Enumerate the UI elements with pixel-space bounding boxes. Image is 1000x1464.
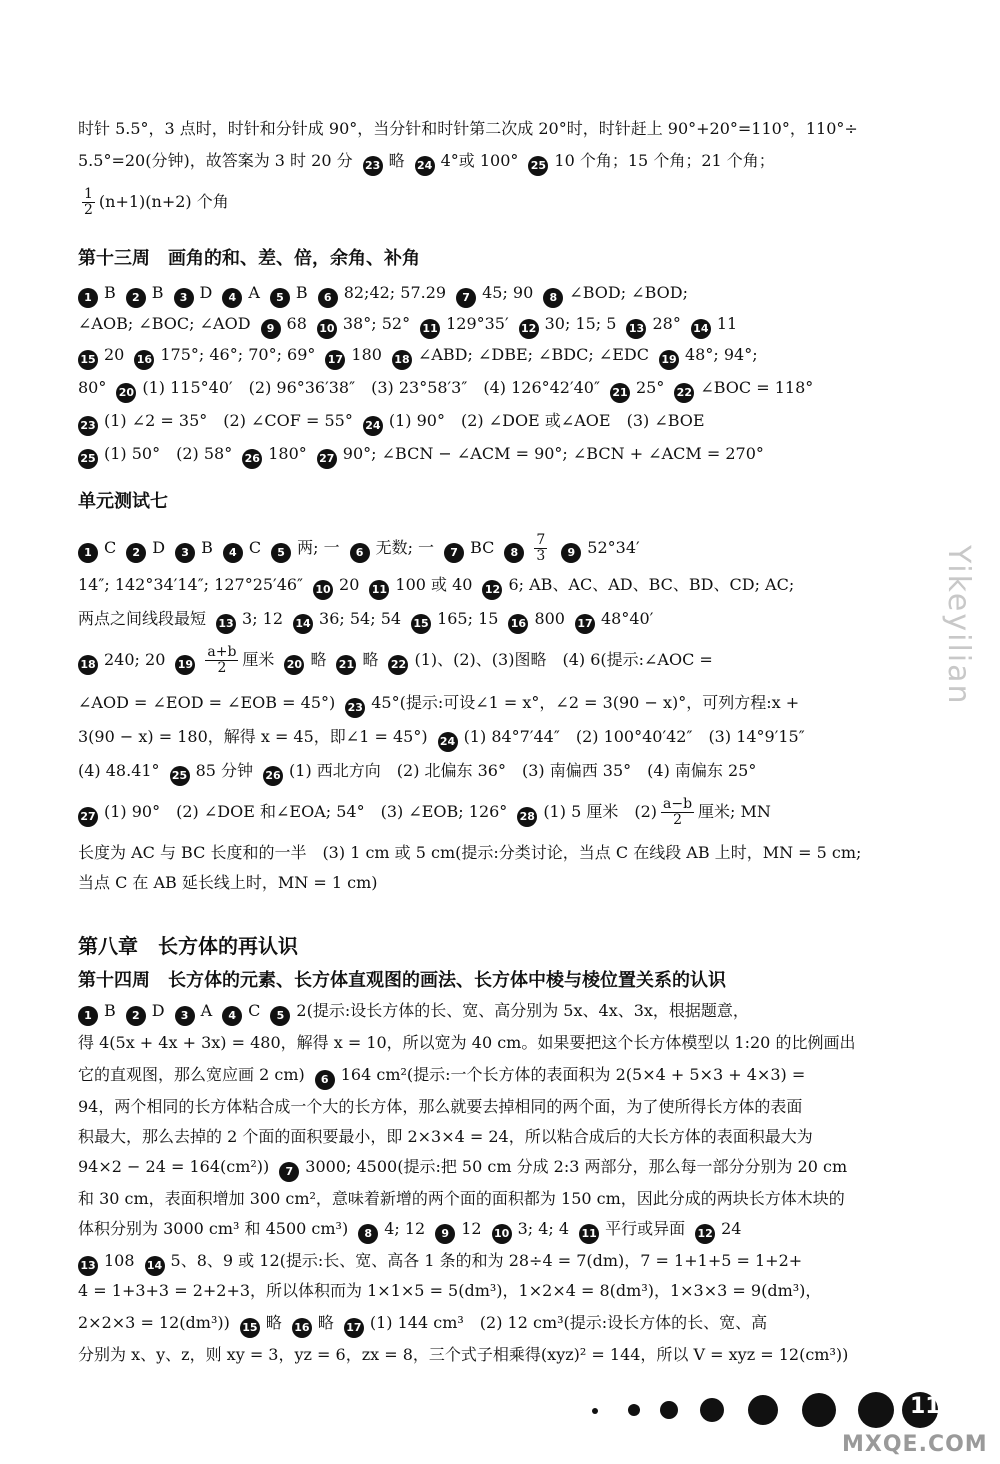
fraction-numerator: a+b [207,644,237,660]
answer-number: 7 [444,543,464,563]
answer-text: 略 [362,650,379,669]
answer-number: 2 [126,288,146,308]
answer-text: ∠BOD; ∠BOD; [569,283,688,302]
answer-text: 24 [721,1219,742,1238]
answer-text: 6; AB、AC、AD、BC、BD、CD; AC; [508,575,795,594]
answer-number: 24 [415,156,435,176]
answer-text: 20 [104,345,125,364]
answer-text: 36; 54; 54 [319,609,402,628]
answer-number: 6 [318,288,338,308]
answer-text: 129°35′ [446,314,509,333]
fraction-denominator: 2 [217,660,227,676]
answer-text: 30; 15; 5 [544,314,617,333]
answer-number: 20 [116,383,136,403]
answer-text: 68 [286,314,307,333]
answer-number: 14 [293,614,313,634]
answer-text: 108 [104,1251,135,1270]
answer-text: 25° [635,378,665,397]
answer-text: 45; 90 [482,283,534,302]
answer-number: 9 [435,1224,455,1244]
answer-number: 19 [659,350,679,370]
answer-text: A [248,283,260,302]
fraction-denominator: 3 [536,548,546,563]
answer-text: 4°或 100° [440,151,519,170]
answer-number: 3 [174,288,194,308]
dot-icon [700,1398,724,1422]
week14-line-8 [78,1218,908,1244]
answer-number: 13 [216,614,236,634]
section-heading-week14: 第十四周 长方体的元素、长方体直观图的画法、长方体中棱与棱位置关系的认识 [78,970,726,991]
answer-text: 175°; 46°; 70°; 69° [160,345,316,364]
answer-text: 3000; 4500(提示:把 50 cm 分成 2:3 两部分，那么每一部分分别为 20 cm [305,1157,848,1176]
answer-text: 94×2 − 24 = 164(cm²)) [78,1157,270,1176]
answer-number: 12 [482,580,502,600]
answer-text: (1)、(2)、(3)图略 (4) 6(提示:∠AOC = [414,650,713,669]
answer-text: 14″; 142°34′14″; 127°25′46″ [78,575,304,594]
answer-text: 165; 15 [437,609,499,628]
answer-number: 28 [517,807,537,827]
fraction [534,533,547,563]
fraction [82,187,95,218]
answer-text: 45°(提示:可设∠1 = x°，∠2 = 3(90 − x)°，可列方程:x + [371,693,800,712]
answer-text: (1) 90° (2) ∠DOE 和∠EOA; 54° (3) ∠EOB; 126° [104,802,508,821]
week14-line-5: 积最大，那么去掉的 2 个面的面积要最小，即 2×3×4 = 24，所以粘合成后的大长方体的表面积最大为 [78,1127,813,1146]
answer-text: 85 分钟 [195,761,254,780]
week14-line-6 [78,1156,908,1182]
answer-number: 11 [579,1224,599,1244]
test7-line-6 [78,726,908,752]
answer-number: 2 [126,543,146,563]
answer-number: 24 [363,416,383,436]
site-watermark: MXQE.COM [842,1432,988,1457]
fraction-denominator: 2 [84,202,93,218]
answer-text: 48°40′ [600,609,654,628]
sidebar-watermark: Yikeyilian [941,545,976,706]
week14-line-1 [78,1000,908,1026]
dot-icon [858,1392,894,1428]
answer-number: 23 [345,698,365,718]
answer-number: 27 [78,807,98,827]
answer-number: 14 [145,1256,165,1276]
dot-icon [628,1404,640,1416]
answer-text: 20 [339,575,360,594]
answer-number: 9 [261,319,281,339]
answer-number: 5 [270,1006,290,1026]
intro-line-1: 时针 5.5°，3 点时，时针和分针成 90°，当分针和时针第二次成 20°时，时针赶上 90°+20°=110°，110°÷ [78,119,858,138]
answer-text: 厘米 [242,650,275,669]
answer-number: 11 [420,319,440,339]
answer-number: 17 [325,350,345,370]
week14-line-4: 94，两个相同的长方体粘合成一个大的长方体，那么就要去掉相同的两个面，为了使所得长方体的表面 [78,1097,803,1116]
answer-number: 26 [242,449,262,469]
answer-number: 2 [126,1006,146,1026]
answer-text: 800 [534,609,565,628]
answer-text: 略 [310,650,327,669]
test7-line-3 [78,608,908,634]
test7-line-7 [78,760,908,786]
answer-number: 9 [561,543,581,563]
answer-number: 5 [271,543,291,563]
answer-number: 1 [78,1006,98,1026]
answer-text: B [104,1001,116,1020]
answer-text: B [104,283,116,302]
answer-number: 3 [175,1006,195,1026]
answer-number: 4 [223,543,243,563]
intro-line-3 [78,184,908,220]
answer-text: 38°; 52° [342,314,411,333]
week13-line-3 [78,344,908,370]
answer-text: 164 cm²(提示:一个长方体的表面积为 2(5×4 + 5×3 + 4×3) = [340,1065,806,1084]
answer-text: C [104,538,117,557]
answer-number: 18 [392,350,412,370]
intro-text: 5.5°=20(分钟)，故答案为 3 时 20 分 [78,151,353,170]
answer-text: 平行或异面 [605,1219,686,1238]
answer-text: 两; 一 [297,538,340,557]
answer-text: 略 [265,1313,282,1332]
test7-line-5 [78,692,908,718]
answer-number: 7 [279,1162,299,1182]
week14-line-10: 4 = 1+3+3 = 2+2+3，所以体积而为 1×1×5 = 5(dm³)，1×2×4 = 8(dm³)，1×3×3 = 9(dm³)， [78,1281,822,1300]
answer-number: 22 [674,383,694,403]
answer-text: (4) 48.41° [78,761,160,780]
answer-number: 6 [350,543,370,563]
answer-number: 4 [222,288,242,308]
answer-text: 两点之间线段最短 [78,609,207,628]
answer-text: 28° [652,314,681,333]
answer-number: 26 [263,766,283,786]
week13-line-6 [78,443,908,469]
answer-number: 19 [175,655,195,675]
answer-text: 52°34′ [587,538,640,557]
week13-line-4 [78,377,908,403]
answer-number: 17 [575,614,595,634]
answer-number: 4 [222,1006,242,1026]
answer-number: 20 [284,655,304,675]
answer-text: 它的直观图，那么宽应画 2 cm) [78,1065,305,1084]
answer-text: 3; 12 [242,609,284,628]
answer-text: 12 [461,1219,482,1238]
answer-number: 1 [78,288,98,308]
answer-text: 82;42; 57.29 [343,283,447,302]
answer-text: ∠AOD = ∠EOD = ∠EOB = 45°) [78,693,336,712]
answer-number: 18 [78,655,98,675]
answer-text: 略 [317,1313,334,1332]
week14-line-9 [78,1250,908,1276]
answer-text: 48°; 94°; [685,345,758,364]
answer-text: ∠AOB; ∠BOC; ∠AOD [78,314,251,333]
answer-number: 12 [695,1224,715,1244]
answer-text: D [152,538,166,557]
decorative-dots [590,1392,950,1432]
test7-line-4 [78,640,908,680]
answer-number: 17 [344,1318,364,1338]
answer-text: 90°; ∠BCN − ∠ACM = 90°; ∠BCN + ∠ACM = 270° [342,444,764,463]
answer-number: 22 [388,655,408,675]
answer-number: 24 [438,732,458,752]
page-number: 11 [910,1394,941,1419]
answer-number: 12 [519,319,539,339]
intro-line-2 [78,150,908,176]
answer-text: 厘米; MN [698,802,771,821]
test7-line-2 [78,574,908,600]
answer-number: 8 [504,543,524,563]
fraction-numerator: 1 [84,186,93,202]
answer-number: 10 [317,319,337,339]
answer-text: 240; 20 [104,650,166,669]
answer-text: (1) 5 厘米 (2) [543,802,657,821]
answer-number: 11 [369,580,389,600]
answer-text: 180 [351,345,382,364]
answer-number: 5 [270,288,290,308]
answer-text: 无数; 一 [375,538,435,557]
answer-text: 180° [268,444,307,463]
answer-text: 11 [716,314,738,333]
answer-text: A [200,1001,213,1020]
fraction-numerator: a−b [663,796,693,812]
answer-text: B [201,538,213,557]
answer-number: 15 [240,1318,260,1338]
answer-text: D [199,283,213,302]
section-heading-test7: 单元测试七 [78,491,168,512]
fraction-numerator: 7 [536,533,546,548]
answer-number: 8 [358,1224,378,1244]
answer-text: (1) ∠2 = 35° (2) ∠COF = 55° [104,411,353,430]
answer-text: 80° [78,378,107,397]
week13-line-1 [78,282,908,308]
answer-number: 10 [313,580,333,600]
answer-number: 14 [691,319,711,339]
answer-text: 2×2×3 = 12(dm³)) [78,1313,230,1332]
answer-text: (1) 西北方向 (2) 北偏东 36° (3) 南偏西 35° (4) 南偏东 25° [289,761,757,780]
answer-number: 7 [456,288,476,308]
answer-number: 16 [508,614,528,634]
answer-number: 1 [78,543,98,563]
answer-text: 4; 12 [384,1219,426,1238]
answer-text: BC [470,538,495,557]
answer-number: 8 [543,288,563,308]
answer-text: D [151,1001,165,1020]
fraction [205,645,238,676]
answer-number: 10 [492,1224,512,1244]
week14-line-3 [78,1064,908,1090]
answer-text: 3; 4; 4 [517,1219,570,1238]
fraction-denominator: 2 [673,812,682,828]
answer-number: 27 [317,449,337,469]
answer-text: B [295,283,308,302]
week13-line-2 [78,313,908,339]
answer-number: 21 [610,383,630,403]
dot-icon [592,1408,598,1414]
fraction [661,797,694,828]
week14-line-12: 分别为 x、y、z，则 xy = 3，yz = 6，zx = 8，三个式子相乘得(xyz)² = 144，所以 V = xyz = 12(cm³)) [78,1345,849,1364]
answer-number: 6 [315,1070,335,1090]
answer-number: 25 [78,449,98,469]
answer-text: 略 [388,151,405,170]
answer-number: 23 [363,156,383,176]
answer-text: 体积分别为 3000 cm³ 和 4500 cm³) [78,1219,349,1238]
test7-line-8 [78,792,908,832]
week14-line-11 [78,1312,908,1338]
intro-text: (n+1)(n+2) 个角 [98,192,229,211]
answer-number: 15 [78,350,98,370]
answer-number: 13 [626,319,646,339]
answer-number: 15 [411,614,431,634]
answer-number: 21 [336,655,356,675]
dot-icon [748,1395,778,1425]
answer-number: 16 [134,350,154,370]
test7-line-1 [78,533,908,563]
answer-text: (1) 90° (2) ∠DOE 或∠AOE (3) ∠BOE [388,411,705,430]
week14-line-2: 得 4(5x + 4x + 3x) = 480，解得 x = 10，所以宽为 40 cm。如果要把这个长方体模型以 1:20 的比例画出 [78,1033,856,1052]
answer-number: 23 [78,416,98,436]
answer-text: 100 或 40 [395,575,473,594]
answer-text: (1) 50° (2) 58° [104,444,233,463]
test7-line-10: 当点 C 在 AB 延长线上时，MN = 1 cm) [78,873,378,892]
chapter-heading: 第八章 长方体的再认识 [78,934,298,958]
answer-text: ∠ABD; ∠DBE; ∠BDC; ∠EDC [417,345,649,364]
answer-text: C [248,1001,261,1020]
answer-number: 3 [175,543,195,563]
answer-text: (1) 115°40′ (2) 96°36′38″ (3) 23°58′3″ (4) 126°42′40″ [142,378,600,397]
answer-text: 3(90 − x) = 180，解得 x = 45，即∠1 = 45°) [78,727,428,746]
answer-number: 13 [78,1256,98,1276]
answer-text: 5、8、9 或 12(提示:长、宽、高各 1 条的和为 28÷4 = 7(dm)，7 = 1+1+5 = 1+2+ [170,1251,803,1270]
dot-icon [802,1393,836,1427]
section-heading-week13: 第十三周 画角的和、差、倍，余角、补角 [78,248,420,269]
answer-text: B [151,283,164,302]
answer-text: 2(提示:设长方体的长、宽、高分别为 5x、4x、3x，根据题意， [296,1001,749,1020]
answer-text: 10 个角；15 个角；21 个角； [554,151,775,170]
test7-line-9: 长度为 AC 与 BC 长度和的一半 (3) 1 cm 或 5 cm(提示:分类讨论，当点 C 在线段 AB 上时，MN = 5 cm; [78,843,862,862]
answer-text: (1) 84°7′44″ (2) 100°40′42″ (3) 14°9′15″ [463,727,805,746]
answer-number: 25 [170,766,190,786]
week14-line-7: 和 30 cm，表面积增加 300 cm²，意味着新增的两个面的面积都为 150 cm，因此分成的两块长方体木块的 [78,1189,845,1208]
dot-icon [660,1401,678,1419]
answer-number: 16 [292,1318,312,1338]
week13-line-5 [78,410,908,436]
answer-number: 25 [528,156,548,176]
answer-text: C [248,538,262,557]
answer-text: (1) 144 cm³ (2) 12 cm³(提示:设长方体的长、宽、高 [369,1313,768,1332]
answer-text: ∠BOC = 118° [700,378,814,397]
